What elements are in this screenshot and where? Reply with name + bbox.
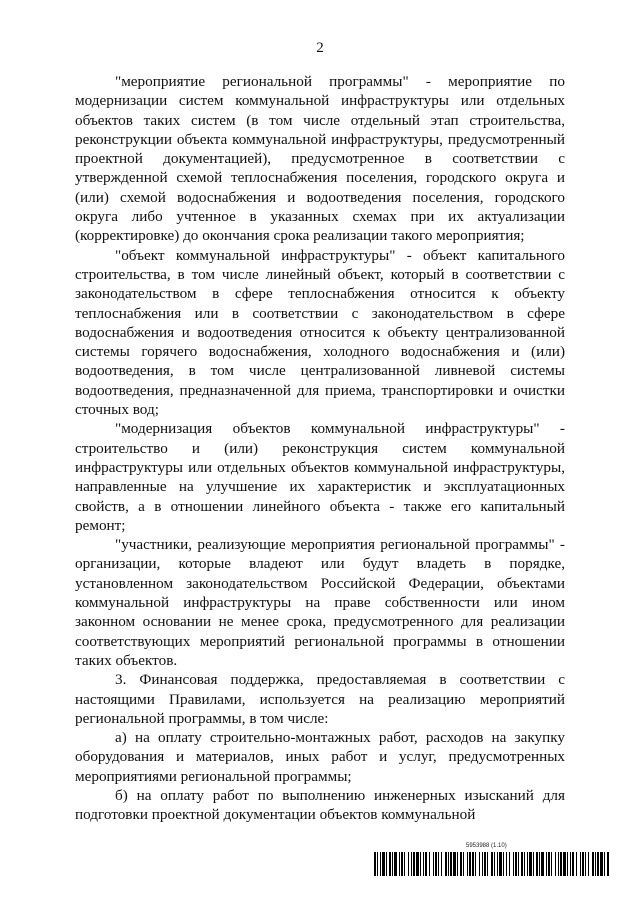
clause-3-item-b: б) на оплату работ по выполнению инженерных изысканий для подготовки проектной документации объектов коммунальной [75,786,565,824]
page-number: 2 [316,40,324,56]
definition-participants: "участники, реализующие мероприятия региональной программы" - организации, которые владеют или будут владеть в порядке, установленном законодательством Российской Федерации, объектами коммунальной инфраструктуры на праве собственности или ином законном основании не менее срока, предусмотренного для реализации соответствующих мероприятий региональной программы в отношении таких объектов. [75,536,565,669]
clause-3-item-a: а) на оплату строительно-монтажных работ, расходов на закупку оборудования и материалов, иных работ и услуг, предусмотренных мероприятиями региональной программы; [75,729,565,785]
document-code: 5953988 (1.10) [466,843,507,849]
definition-modernization: "модернизация объектов коммунальной инфраструктуры" - строительство и (или) реконструкция систем коммунальной инфраструктуры или отдельных объектов коммунальной инфраструктуры, направленные на улучшение их характеристик и эксплуатационных свойств, а в отношении линейного объекта - также его капитальный ремонт; [75,420,565,534]
document-body [75,72,565,825]
clause-3-financial-support: 3. Финансовая поддержка, предоставляемая в соответствии с настоящими Правилами, используется на реализацию мероприятий региональной программы, в том числе: [75,671,565,727]
definition-program-measure: "мероприятие региональной программы" - мероприятие по модернизации систем коммунальной инфраструктуры или отдельных объектов таких систем (в том числе отдельный этап строительства, реконструкции объекта коммунальной инфраструктуры, предусмотренный проектной документацией), предусмотренное в соответствии с утвержденной схемой теплоснабжения поселения, городского округа и (или) схемой водоснабжения и водоотведения поселения, городского округа либо учтенное в указанных схемах при их актуализации (корректировке) до окончания срока реализации такого мероприятия; [75,73,565,245]
definition-infrastructure-object: "объект коммунальной инфраструктуры" - объект капитального строительства, в том числе линейный объект, который в соответствии с законодательством в сфере теплоснабжения относится к объекту теплоснабжения или в соответствии с законодательством в сфере водоснабжения и водоотведения относится к объекту централизованной системы горячего водоснабжения, холодного водоснабжения и (или) водоотведения, в том числе централизованной ливневой системы водоотведения, предназначенной для приема, транспортировки и очистки сточных вод; [75,246,565,419]
barcode-icon [374,852,610,876]
